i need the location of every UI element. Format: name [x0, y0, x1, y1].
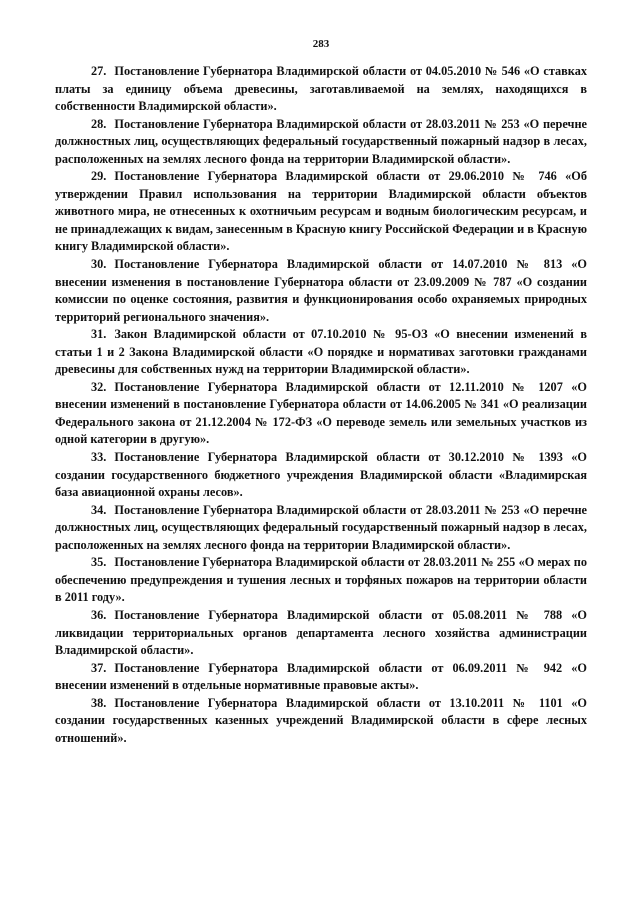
entry-text: Постановление Губернатора Владимирской области от 12.11.2010 № 1207 «О внесении изменений в постановление Губернатора области от 14.06.2005 № 341 «О реализации Федерального закона от 21.12.2004 № 172-ФЗ «О переводе земель или земельных участков из одной категории в другую».	[55, 379, 587, 447]
entry-text: Постановление Губернатора Владимирской области от 29.06.2010 № 746 «Об утверждении Правил использования на территории Владимирской области объектов животного мира, не отнесенных к охотничьим ресурсам и водным биологическим ресурсам, и не принадлежащих к видам, занесенным в Красную книгу Российской Федерации и в Красную книгу Владимирской области».	[55, 169, 587, 254]
entry-number: 35.	[91, 555, 107, 570]
entry-text: Постановление Губернатора Владимирской области от 28.03.2011 № 253 «О перечне должностных лиц, осуществляющих федеральный государственный пожарный надзор в лесах, расположенных на землях лесного фонда на территории Владимирской области».	[55, 502, 587, 552]
list-item	[55, 607, 587, 660]
entry-text: Постановление Губернатора Владимирской области от 13.10.2011 № 1101 «О создании государственных казенных учреждений Владимирской области в сфере лесных отношений».	[55, 695, 587, 745]
entry-text: Постановление Губернатора Владимирской области от 28.03.2011 № 253 «О перечне должностных лиц, осуществляющих федеральный государственный пожарный надзор в лесах, расположенных на землях лесного фонда на территории Владимирской области».	[55, 116, 587, 166]
entry-text: Постановление Губернатора Владимирской области от 05.08.2011 № 788 «О ликвидации территориальных органов департамента лесного хозяйства администрации Владимирской области».	[55, 607, 587, 658]
list-item	[55, 63, 587, 116]
entry-text: Постановление Губернатора Владимирской области от 28.03.2011 № 255 «О мерах по обеспечению предупреждения и тушения лесных и торфяных пожаров на территории области в 2011 году».	[55, 555, 587, 605]
list-item	[55, 256, 587, 326]
entry-number: 34.	[91, 502, 107, 517]
list-item	[55, 168, 587, 256]
list-item	[55, 660, 587, 695]
entry-number: 31.	[91, 327, 107, 342]
entry-number: 38.	[91, 695, 107, 710]
entry-text: Постановление Губернатора Владимирской области от 04.05.2010 № 546 «О ставках платы за единицу объема древесины, заготавливаемой на землях, находящихся в собственности Владимирской области».	[55, 64, 587, 114]
entry-number: 29.	[91, 169, 107, 184]
list-item	[55, 379, 587, 449]
entry-text: Постановление Губернатора Владимирской области от 06.09.2011 № 942 «О внесении изменений в отдельные нормативные правовые акты».	[55, 660, 587, 693]
entry-number: 28.	[91, 116, 107, 131]
list-item	[55, 554, 587, 607]
list-item	[55, 116, 587, 169]
entry-number: 33.	[91, 450, 107, 465]
list-item	[55, 502, 587, 555]
entry-list	[55, 63, 587, 747]
page-number: 283	[312, 38, 330, 50]
entry-number: 30.	[91, 257, 107, 272]
list-item	[55, 326, 587, 379]
list-item	[55, 695, 587, 748]
entry-number: 27.	[91, 64, 107, 78]
entry-text: Постановление Губернатора Владимирской области от 30.12.2010 № 1393 «О создании государственного бюджетного учреждения Владимирской области «Владимирская база авиационной охраны лесов».	[55, 450, 587, 500]
entry-text: Закон Владимирской области от 07.10.2010 № 95-ОЗ «О внесении изменений в статьи 1 и 2 Закона Владимирской области «О порядке и нормативах заготовки гражданами древесины для собственных нужд на территории Владимирской области».	[55, 327, 587, 377]
document-page	[55, 38, 587, 747]
entry-number: 37.	[91, 660, 107, 675]
entry-number: 32.	[91, 379, 107, 394]
list-item	[55, 449, 587, 502]
entry-text: Постановление Губернатора Владимирской области от 14.07.2010 № 813 «О внесении изменения в постановление Губернатора области от 23.09.2009 № 787 «О создании комиссии по оценке состояния, развития и функционирования особо охраняемых природных территорий регионального значения».	[55, 257, 587, 324]
entry-number: 36.	[91, 607, 107, 622]
